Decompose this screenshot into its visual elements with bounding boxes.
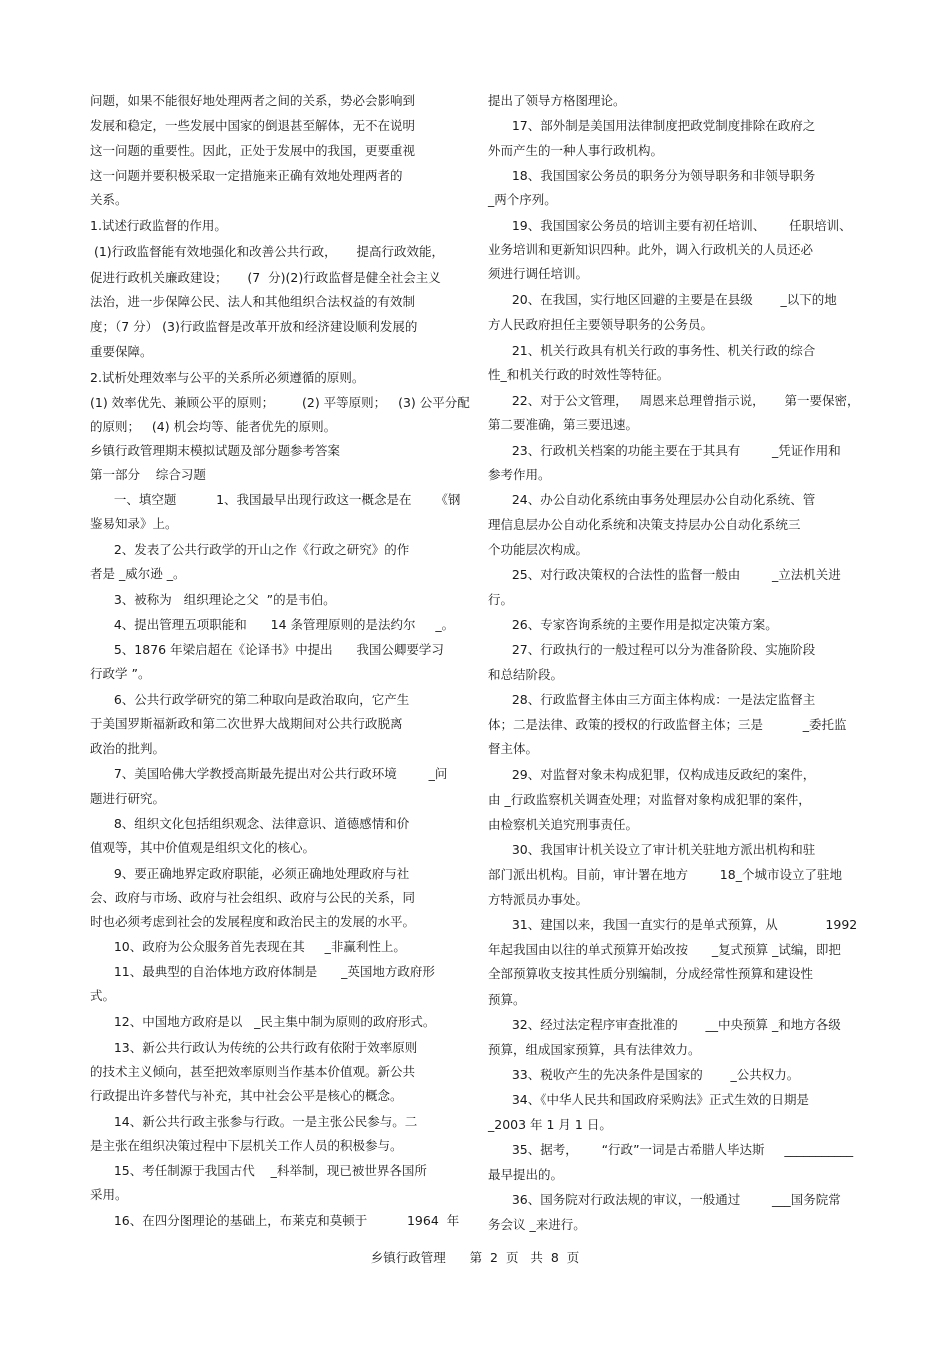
text-line: 重要保障。 xyxy=(90,344,153,359)
text-line: 乡镇行政管理期末模拟试题及部分题参考答案 xyxy=(90,443,341,458)
text-line: 第二要准确，第三要迅速。 xyxy=(488,417,639,432)
text-line: _两个序列。 xyxy=(488,192,557,207)
text-line: 15、考任制源于我国古代 _科举制，现已被世界各国所 xyxy=(90,1163,427,1178)
text-line: 个功能层次构成。 xyxy=(488,542,589,557)
text-line: 3、被称为 组织理论之父 ”的是韦伯。 xyxy=(90,592,336,607)
text-line: 5、1876 年梁启超在《论译书》中提出 我国公卿要学习 xyxy=(90,642,444,657)
text-line: 采用。 xyxy=(90,1187,128,1202)
text-line: 36、国务院对行政法规的审议，一般通过 ___国务院常 xyxy=(488,1192,841,1207)
text-line: 12、中国地方政府是以 _民主集中制为原则的政府形式。 xyxy=(90,1014,436,1029)
text-line: 35、据考， “行政”一词是古希腊人毕达斯 ___________ xyxy=(488,1142,854,1157)
text-line: 26、专家咨询系统的主要作用是拟定决策方案。 xyxy=(488,617,778,632)
text-line: 须进行调任培训。 xyxy=(488,266,589,281)
text-line: 的技术主义倾向，甚至把效率原则当作基本价值观。新公共 xyxy=(90,1064,416,1079)
text-line: 鉴易知录》上。 xyxy=(90,516,178,531)
text-line: 的原则； (4) 机会均等、能者优先的原则。 xyxy=(90,419,337,434)
text-line: 2、发表了公共行政学的开山之作《行政之研究》的作 xyxy=(90,542,410,557)
text-line: 和总结阶段。 xyxy=(488,667,564,682)
text-line: 法治，进一步保障公民、法人和其他组织合法权益的有效制 xyxy=(90,294,416,309)
text-line: 由 _行政监察机关调查处理；对监督对象构成犯罪的案件， xyxy=(488,792,811,807)
text-line: 32、经过法定程序审查批准的 __中央预算 _和地方各级 xyxy=(488,1017,841,1032)
text-line: 这一问题的重要性。因此，正处于发展中的我国，更要重视 xyxy=(90,143,416,158)
text-line: 性_和机关行政的时效性等特征。 xyxy=(488,367,670,382)
text-line: 理信息层办公自动化系统和决策支持层办公自动化系统三 xyxy=(488,517,801,532)
text-line: 11、最典型的自治体地方政府体制是 _英国地方政府形 xyxy=(90,964,435,979)
text-line: 27、行政执行的一般过程可以分为准备阶段、实施阶段 xyxy=(488,642,816,657)
text-line: (1)行政监督能有效地强化和改善公共行政， 提高行政效能， xyxy=(90,244,445,259)
text-line: 预算，组成国家预算，具有法律效力。 xyxy=(488,1042,701,1057)
text-line: 25、对行政决策权的合法性的监督一般由 _立法机关进 xyxy=(488,567,841,582)
text-line: 于美国罗斯福新政和第二次世界大战期间对公共行政脱离 xyxy=(90,716,403,731)
text-line: 第一部分 综合习题 xyxy=(90,467,206,482)
text-line: 方人民政府担任主要领导职务的公务员。 xyxy=(488,317,714,332)
text-line: 16、在四分图理论的基础上，布莱克和莫顿于 1964 年 xyxy=(90,1213,460,1228)
text-line: 业务培训和更新知识四种。此外，调入行政机关的人员还必 xyxy=(488,242,814,257)
text-line: 24、办公自动化系统由事务处理层办公自动化系统、管 xyxy=(488,492,816,507)
text-line: 部门派出机构。目前，审计署在地方 18_个城市设立了驻地 xyxy=(488,867,842,882)
text-line: 度；（7 分） (3)行政监督是改革开放和经济建设顺利发展的 xyxy=(90,319,418,334)
text-line: 13、新公共行政认为传统的公共行政有依附于效率原则 xyxy=(90,1040,418,1055)
text-line: 22、对于公文管理， 周恩来总理曾指示说， 第一要保密， xyxy=(488,393,860,408)
text-line: 29、对监督对象未构成犯罪，仅构成违反政纪的案件， xyxy=(488,767,816,782)
text-line: 9、要正确地界定政府职能，必须正确地处理政府与社 xyxy=(90,866,410,881)
text-line: 由检察机关追究刑事责任。 xyxy=(488,817,639,832)
text-line: 式。 xyxy=(90,988,116,1003)
text-line: 8、组织文化包括组织观念、法律意识、道德感情和价 xyxy=(90,816,410,831)
text-line: 值观等，其中价值观是组织文化的核心。 xyxy=(90,840,316,855)
text-line: 这一问题并要积极采取一定措施来正确有效地处理两者的 xyxy=(90,168,403,183)
text-line: 是主张在组织决策过程中下层机关工作人员的积极参与。 xyxy=(90,1138,403,1153)
text-line: 14、新公共行政主张参与行政。一是主张公民参与。二 xyxy=(90,1114,418,1129)
text-line: 时也必须考虑到社会的发展程度和政治民主的发展的水平。 xyxy=(90,914,416,929)
text-line: 一、填空题 1、我国最早出现行政这一概念是在 《钢 xyxy=(90,492,461,507)
text-line: 19、我国国家公务员的培训主要有初任培训、 任职培训、 xyxy=(488,218,852,233)
text-line: 预算。 xyxy=(488,992,526,1007)
text-line: 最早提出的。 xyxy=(488,1167,564,1182)
text-line: 参考作用。 xyxy=(488,467,551,482)
text-line: 30、我国审计机关设立了审计机关驻地方派出机构和驻 xyxy=(488,842,816,857)
text-line: 行。 xyxy=(488,592,514,607)
text-line: 者是 _威尔逊 _。 xyxy=(90,566,186,581)
text-line: 17、部外制是美国用法律制度把政党制度排除在政府之 xyxy=(488,118,816,133)
text-line: 外而产生的一种人事行政机构。 xyxy=(488,143,664,158)
text-line: 21、机关行政具有机关行政的事务性、机关行政的综合 xyxy=(488,343,816,358)
text-line: 1.试述行政监督的作用。 xyxy=(90,218,227,233)
text-line: 督主体。 xyxy=(488,741,539,756)
page-footer: 乡镇行政管理 第 2 页 共 8 页 xyxy=(370,1250,580,1265)
text-line: 20、在我国，实行地区回避的主要是在县级 _以下的地 xyxy=(488,292,837,307)
text-line: 28、行政监督主体由三方面主体构成：一是法定监督主 xyxy=(488,692,816,707)
text-line: 33、税收产生的先决条件是国家的 _公共权力。 xyxy=(488,1067,800,1082)
text-line: 23、行政机关档案的功能主要在于其具有 _凭证作用和 xyxy=(488,443,841,458)
text-line: 18、我国国家公务员的职务分为领导职务和非领导职务 xyxy=(488,168,816,183)
text-line: (1) 效率优先、兼顾公平的原则； (2) 平等原则； (3) 公平分配 xyxy=(90,395,470,410)
text-line: 行政提出许多替代与补充，其中社会公平是核心的概念。 xyxy=(90,1088,403,1103)
text-line: 方特派员办事处。 xyxy=(488,892,589,907)
text-line: 关系。 xyxy=(90,192,128,207)
text-line: 题进行研究。 xyxy=(90,791,166,806)
text-line: 7、美国哈佛大学教授高斯最先提出对公共行政环境 _问 xyxy=(90,766,448,781)
text-line: 行政学 ”。 xyxy=(90,666,151,681)
text-line: 务会议 _来进行。 xyxy=(488,1217,586,1232)
text-line: _2003 年 1 月 1 日。 xyxy=(488,1117,612,1132)
text-line: 政治的批判。 xyxy=(90,741,166,756)
text-line: 2.试析处理效率与公平的关系所必须遵循的原则。 xyxy=(90,370,365,385)
text-line: 10、政府为公众服务首先表现在其 _非赢利性上。 xyxy=(90,939,406,954)
text-line: 6、公共行政学研究的第二种取向是政治取向，它产生 xyxy=(90,692,410,707)
text-line: 31、建国以来，我国一直实行的是单式预算，从 1992 xyxy=(488,917,858,932)
text-line: 会、政府与市场、政府与社会组织、政府与公民的关系，同 xyxy=(90,890,416,905)
text-line: 体；二是法律、政策的授权的行政监督主体；三是 _委托监 xyxy=(488,717,847,732)
text-line: 问题，如果不能很好地处理两者之间的关系，势必会影响到 xyxy=(90,93,416,108)
text-line: 4、提出管理五项职能和 14 条管理原则的是法约尔 _。 xyxy=(90,617,455,632)
text-line: 全部预算收支按其性质分别编制，分成经常性预算和建设性 xyxy=(488,966,814,981)
text-line: 年起我国由以往的单式预算开始改按 _复式预算 _试编，即把 xyxy=(488,942,841,957)
text-line: 34、《中华人民共和国政府采购法》正式生效的日期是 xyxy=(488,1092,809,1107)
text-line: 提出了领导方格图理论。 xyxy=(488,93,626,108)
text-line: 促进行政机关廉政建设； (7 分)(2)行政监督是健全社会主义 xyxy=(90,270,441,285)
text-line: 发展和稳定，一些发展中国家的倒退甚至解体，无不在说明 xyxy=(90,118,416,133)
